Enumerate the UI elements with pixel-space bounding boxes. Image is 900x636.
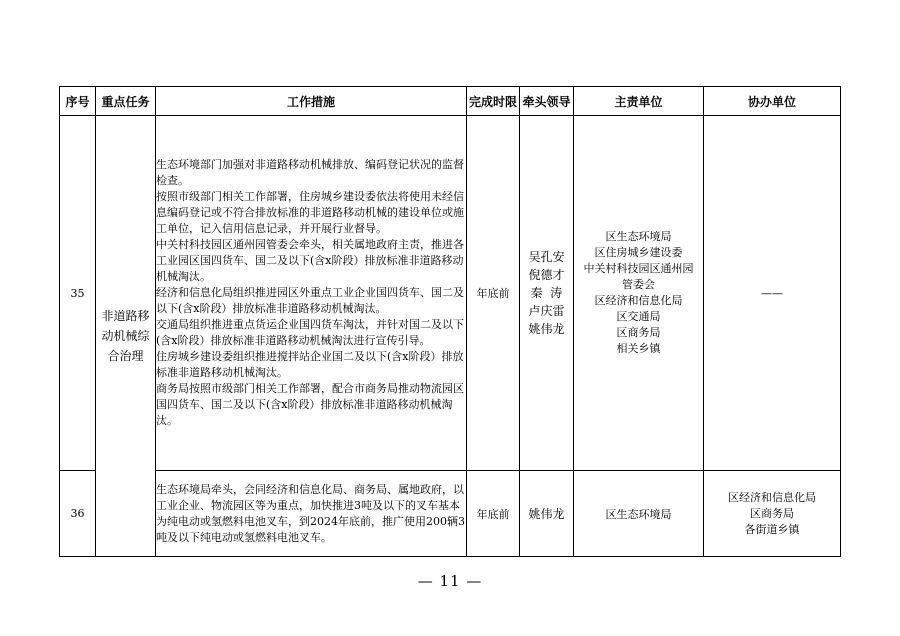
- measure-paragraph: 商务局按照市级部门相关工作部署，配合市商务局推动物流园区国四货车、国二及以下(含x阶段）排放标准非道路移动机械淘汰。: [156, 382, 464, 427]
- assist-unit: 各街道乡镇: [744, 522, 800, 536]
- measures-cell: [156, 116, 467, 471]
- leader-name: 倪德才: [528, 268, 565, 282]
- lead-unit: 中关村科技园区通州园: [583, 262, 694, 275]
- measure-paragraph: 按照市级部门相关工作部署，住房城乡建设委依法将使用未经信息编码登记或不符合排放标准的非道路移动机械的建设单位或施工单位，记入信用信息记录，并开展行业督导。: [156, 190, 464, 235]
- lead-unit-cell: [574, 471, 704, 557]
- leader-name: 秦 涛: [530, 286, 563, 300]
- measure-paragraph: 经济和信息化局组织推进园区外重点工业企业国四货车、国二及以下(含x阶段）排放标准非道路移动机械淘汰。: [156, 286, 464, 315]
- leader-name: 姚伟龙: [528, 322, 565, 336]
- leader-name: 吴孔安: [528, 250, 565, 264]
- header-no: 序号: [60, 87, 96, 116]
- lead-unit: 管委会: [622, 278, 655, 291]
- leader-name: 姚伟龙: [528, 507, 565, 521]
- assist-unit: 区经济和信息化局: [728, 490, 816, 504]
- measure-paragraph: 住房城乡建设委组织推进搅拌站企业国二及以下(含x阶段）排放标准非道路移动机械淘汰。: [156, 350, 464, 379]
- measure-paragraph: 生态环境局牵头，会同经济和信息化局、商务局、属地政府，以工业企业、物流园区等为重点，加快推进3吨及以下的叉车基本为纯电动或氢燃料电池叉车，到2024年底前，推广使用200辆3吨及以下纯电动或氢燃料电池叉车。: [156, 482, 465, 544]
- task-name: [96, 116, 156, 557]
- assist-unit-cell: [704, 471, 841, 557]
- leader-name: 卢庆雷: [528, 304, 565, 318]
- lead-unit: 区住房城乡建设委: [594, 246, 683, 259]
- lead-unit-cell: [574, 116, 704, 471]
- measures-cell: [156, 471, 467, 557]
- assist-unit-cell: [704, 116, 841, 471]
- header-assist-unit: 协办单位: [704, 87, 841, 116]
- lead-unit: 区经济和信息化局: [594, 294, 683, 307]
- row-number: 36: [60, 471, 96, 557]
- assist-unit: 区商务局: [750, 506, 794, 520]
- task-name-line: 动机械综: [101, 329, 150, 343]
- measure-paragraph: 生态环境部门加强对非道路移动机械排放、编码登记状况的监督检查。: [156, 158, 464, 187]
- task-name-line: 非道路移: [101, 309, 150, 323]
- leader-cell: [520, 116, 574, 471]
- table-row: [60, 471, 841, 557]
- lead-unit: 区商务局: [616, 326, 661, 339]
- header-deadline: 完成时限: [467, 87, 520, 116]
- assist-unit: ——: [761, 286, 783, 300]
- lead-unit: 区生态环境局: [605, 507, 672, 521]
- deadline-cell: 年底前: [467, 471, 520, 557]
- header-task: 重点任务: [96, 87, 156, 116]
- task-name-line: 合治理: [107, 349, 144, 363]
- header-measures: 工作措施: [156, 87, 467, 116]
- header-leader: 牵头领导: [520, 87, 574, 116]
- table-row: [60, 116, 841, 471]
- header-lead-unit: 主责单位: [574, 87, 704, 116]
- measure-paragraph: 中关村科技园区通州园管委会牵头，相关属地政府主责，推进各工业园区国四货车、国二及以下(含x阶段）排放标准非道路移动机械淘汰。: [156, 238, 464, 283]
- table-header-row: [60, 87, 841, 116]
- row-number: 35: [60, 116, 96, 471]
- measure-paragraph: 交通局组织推进重点货运企业国四货车淘汰，并针对国二及以下(含x阶段）排放标准非道路移动机械淘汰进行宣传引导。: [156, 318, 464, 347]
- deadline-cell: 年底前: [467, 116, 520, 471]
- lead-unit: 相关乡镇: [616, 342, 661, 355]
- lead-unit: 区生态环境局: [605, 230, 672, 243]
- leader-cell: [520, 471, 574, 557]
- page-number: — 11 —: [417, 572, 483, 590]
- task-table: [59, 86, 841, 557]
- lead-unit: 区交通局: [616, 310, 661, 323]
